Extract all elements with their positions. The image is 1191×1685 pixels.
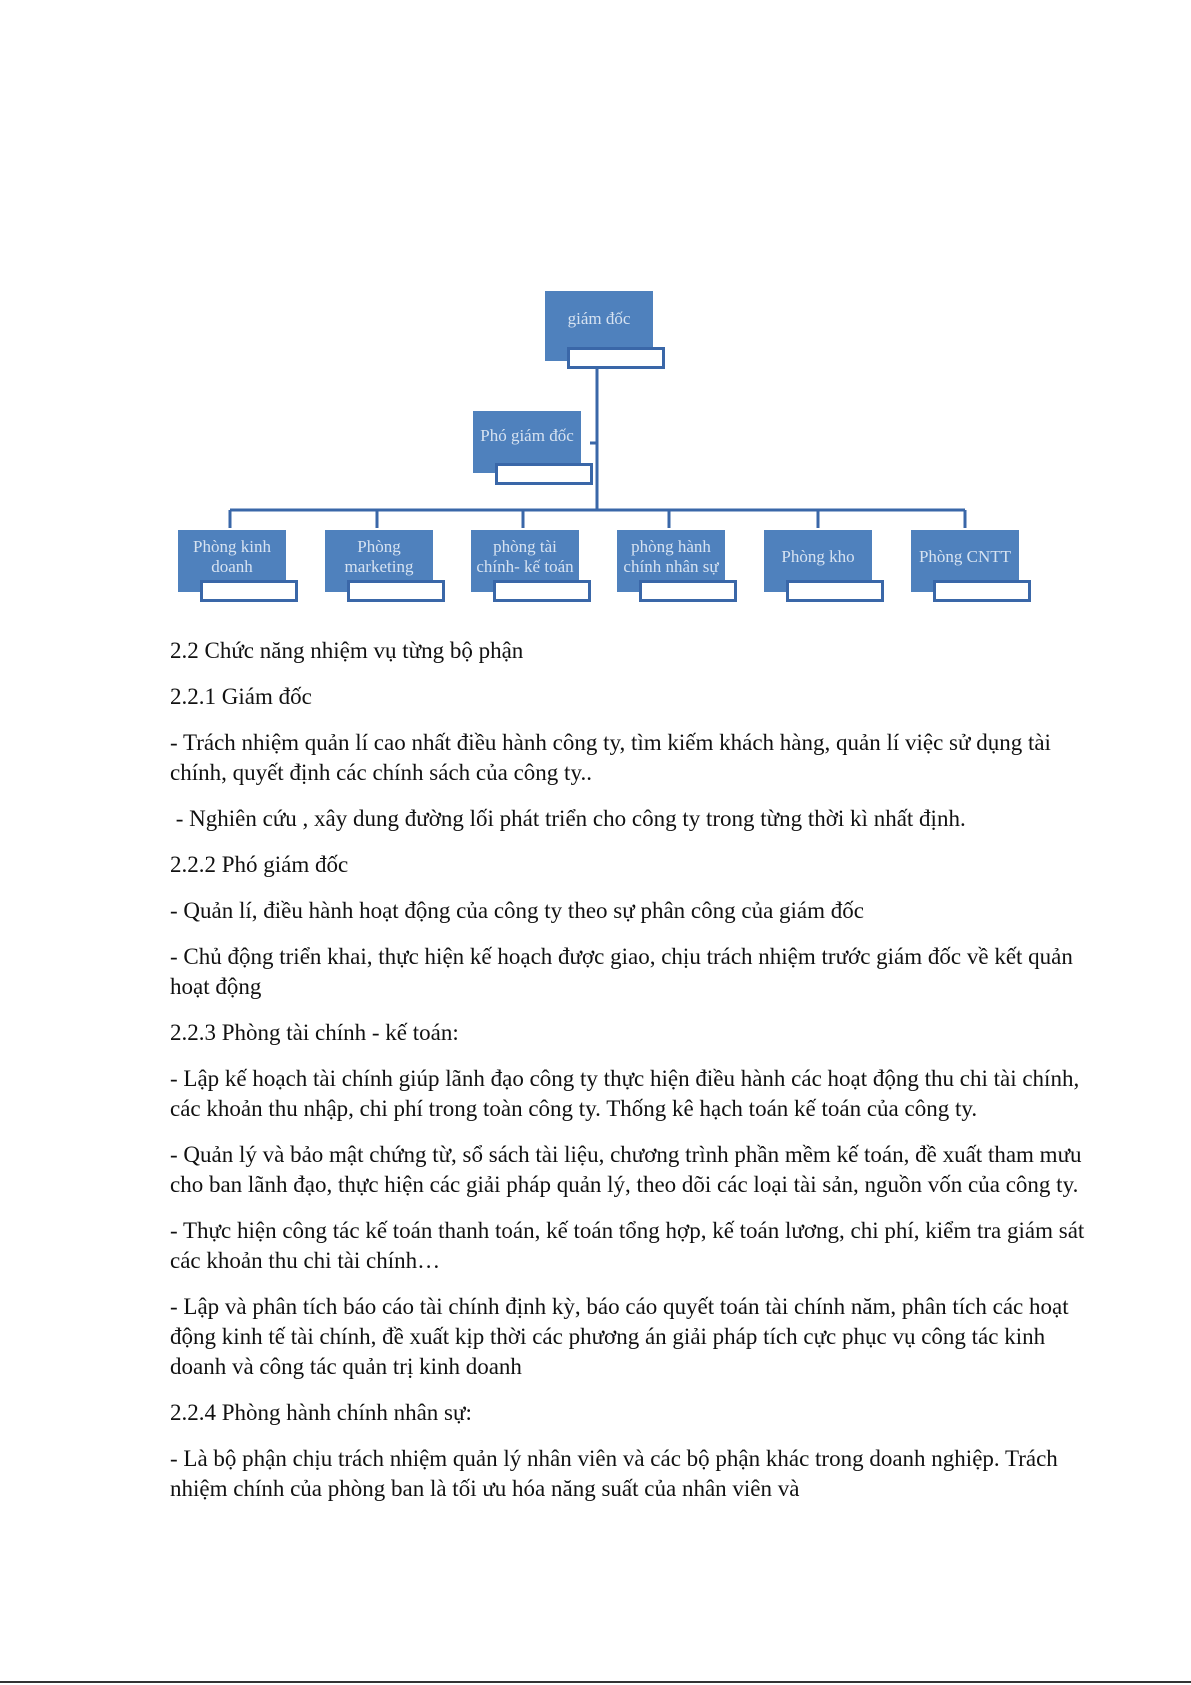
node-dept-tab — [786, 580, 884, 602]
section-title: 2.2 Chức năng nhiệm vụ từng bộ phận — [170, 638, 524, 663]
paragraph: - Trách nhiệm quản lí cao nhất điều hành công ty, tìm kiếm khách hàng, quản lí việc sử dụng tài chính, quyết định các chính sách của công ty.. — [170, 730, 1051, 785]
node-dept — [911, 530, 1019, 592]
node-dept-label: Phòng kinh doanh — [193, 537, 271, 576]
node-dept-label: phòng hành chính nhân sự — [623, 537, 719, 576]
paragraph: - Lập và phân tích báo cáo tài chính định kỳ, báo cáo quyết toán tài chính năm, phân tích các hoạt động kinh tế tài chính, đề xuất kịp thời các phương án giải pháp tích cực phục vụ công tác kinh doanh và công tác quản trị kinh doanh — [170, 1294, 1069, 1379]
paragraph: - Nghiên cứu , xây dung đường lối phát triển cho công ty trong từng thời kì nhất định. — [170, 806, 966, 831]
node-dept — [325, 530, 433, 592]
node-dept-label: Phòng marketing — [344, 537, 414, 576]
node-dept-label: phòng tài chính- kế toán — [476, 537, 574, 576]
node-ceo — [545, 291, 653, 361]
heading-giam-doc: 2.2.1 Giám đốc — [170, 684, 312, 709]
node-dept — [178, 530, 286, 592]
node-dept-tab — [347, 580, 445, 602]
paragraph: - Quản lí, điều hành hoạt động của công ty theo sự phân công của giám đốc — [170, 898, 864, 923]
node-dept — [471, 530, 579, 592]
paragraph: - Là bộ phận chịu trách nhiệm quản lý nhân viên và các bộ phận khác trong doanh nghiệp. Trách nhiệm chính của phòng ban là tối ưu hóa năng suất của nhân viên và — [170, 1446, 1058, 1501]
node-dept — [764, 530, 872, 592]
page-bottom-rule — [0, 1681, 1191, 1683]
org-chart — [0, 0, 1191, 640]
heading-pho-giam-doc: 2.2.2 Phó giám đốc — [170, 852, 349, 877]
node-dept-tab — [933, 580, 1031, 602]
node-dept-label: Phòng kho — [781, 547, 855, 566]
heading-hanh-chinh-nhan-su: 2.2.4 Phòng hành chính nhân sự: — [170, 1400, 472, 1425]
document-body — [170, 636, 1090, 1520]
paragraph: - Lập kế hoạch tài chính giúp lãnh đạo công ty thực hiện điều hành các hoạt động thu chi tài chính, các khoản thu nhập, chi phí trong toàn công ty. Thống kê hạch toán kế toán của công ty. — [170, 1066, 1080, 1121]
node-dept — [617, 530, 725, 592]
paragraph: - Chủ động triển khai, thực hiện kế hoạch được giao, chịu trách nhiệm trước giám đốc về kết quản hoạt động — [170, 944, 1073, 999]
paragraph: - Quản lý và bảo mật chứng từ, sổ sách tài liệu, chương trình phần mềm kế toán, đề xuất tham mưu cho ban lãnh đạo, thực hiện các giải pháp quản lý, theo dõi các loại tài sản, nguồn vốn của công ty. — [170, 1142, 1082, 1197]
node-vice-tab — [495, 463, 593, 485]
node-dept-tab — [200, 580, 298, 602]
node-vice — [473, 411, 581, 473]
node-vice-label: Phó giám đốc — [480, 426, 574, 445]
paragraph: - Thực hiện công tác kế toán thanh toán, kế toán tổng hợp, kế toán lương, chi phí, kiểm tra giám sát các khoản thu chi tài chính… — [170, 1218, 1085, 1273]
heading-tai-chinh-ke-toan: 2.2.3 Phòng tài chính - kế toán: — [170, 1020, 459, 1045]
node-dept-tab — [493, 580, 591, 602]
node-ceo-tab — [567, 347, 665, 369]
node-dept-tab — [639, 580, 737, 602]
node-dept-label: Phòng CNTT — [918, 547, 1012, 566]
node-ceo-label: giám đốc — [567, 309, 631, 328]
